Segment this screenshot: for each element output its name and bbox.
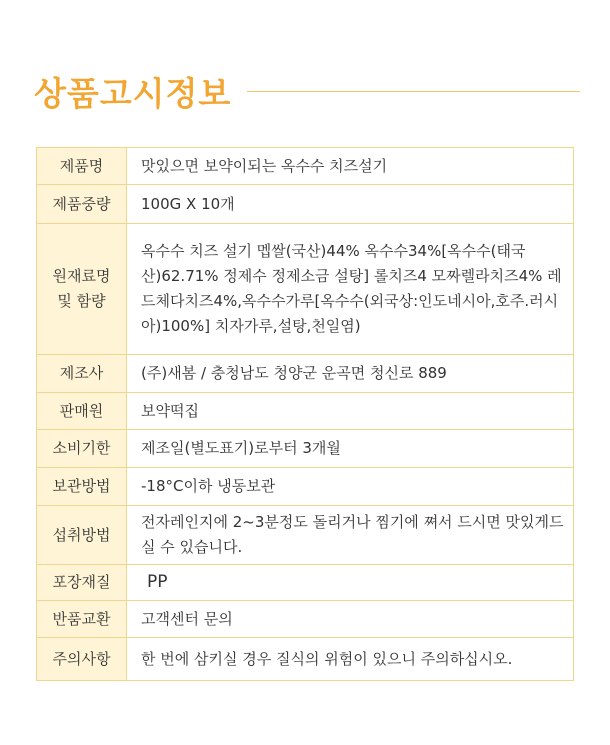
row-label: 주의사항: [37, 638, 127, 681]
row-value: (주)새봄 / 충청남도 청양군 운곡면 청신로 889: [127, 355, 574, 393]
table-row: [37, 393, 574, 430]
row-value: -18°C이하 냉동보관: [127, 468, 574, 506]
table-row: [37, 148, 574, 185]
table-row: [37, 185, 574, 224]
title-divider: [247, 91, 580, 92]
product-info-table: [36, 147, 574, 681]
row-label: 원재료명 및 함량: [37, 224, 127, 355]
table-row: [37, 468, 574, 506]
row-value: 한 번에 삼키실 경우 질식의 위험이 있으니 주의하십시오.: [127, 638, 574, 681]
title-row: [34, 66, 580, 116]
row-value: 보약떡집: [127, 393, 574, 430]
table-row: [37, 224, 574, 355]
row-value: 100G X 10개: [127, 185, 574, 224]
table-row: [37, 601, 574, 638]
table-row: [37, 565, 574, 601]
row-value: 전자레인지에 2~3분정도 돌리거나 찜기에 쪄서 드시면 맛있게드실 수 있습니다.: [127, 506, 574, 565]
row-label: 포장재질: [37, 565, 127, 601]
row-label: 섭취방법: [37, 506, 127, 565]
row-label: 판매원: [37, 393, 127, 430]
row-value: 제조일(별도표기)로부터 3개월: [127, 430, 574, 468]
row-value: PP: [127, 565, 574, 601]
page-title: 상품고시정보: [34, 73, 232, 113]
row-value: 옥수수 치즈 설기 멥쌀(국산)44% 옥수수34%[옥수수(태국산)62.71% 정제수 정제소금 설탕] 롤치즈4 모짜렐라치즈4% 레드체다치즈4%,옥수수가루[옥수수(외국상:인도네시아,호주.러시아)100%] 치자가루,설탕,천일염): [127, 224, 574, 355]
table-row: [37, 355, 574, 393]
row-label: 반품교환: [37, 601, 127, 638]
row-value: 맛있으면 보약이되는 옥수수 치즈설기: [127, 148, 574, 185]
table-row: [37, 430, 574, 468]
row-label: 소비기한: [37, 430, 127, 468]
row-label: 보관방법: [37, 468, 127, 506]
table-row: [37, 506, 574, 565]
row-label: 제품명: [37, 148, 127, 185]
row-label: 제품중량: [37, 185, 127, 224]
table-row: [37, 638, 574, 681]
row-value: 고객센터 문의: [127, 601, 574, 638]
row-label: 제조사: [37, 355, 127, 393]
